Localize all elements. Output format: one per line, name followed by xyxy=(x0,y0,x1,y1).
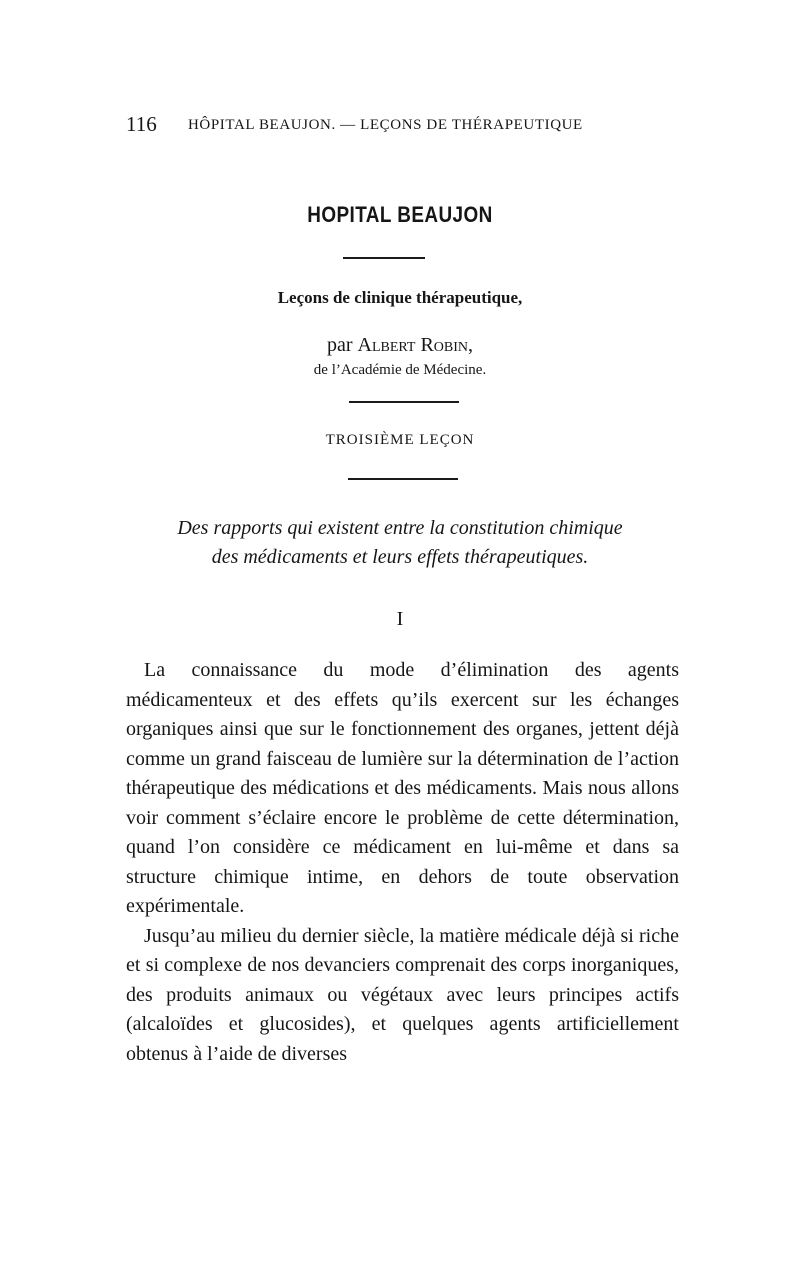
page-title: HOPITAL BEAUJON xyxy=(307,202,493,227)
author-line xyxy=(0,334,800,357)
author-prefix: par xyxy=(326,334,353,356)
running-title: HÔPITAL BEAUJON. — LEÇONS DE THÉRAPEUTIQUE xyxy=(188,117,583,133)
divider-rule xyxy=(343,257,425,259)
divider-rule xyxy=(348,478,458,480)
series-title: Leçons de clinique thérapeutique, xyxy=(277,288,523,307)
subtitle-line: des médicaments et leurs effets thérapeutiques. xyxy=(211,546,589,568)
page-number: 116 xyxy=(126,112,157,136)
divider-rule xyxy=(349,401,459,403)
section-number: I xyxy=(396,608,404,630)
running-head xyxy=(126,112,626,142)
paragraph: La connaissance du mode d’élimination des agents médicamenteux et des effets qu’ils exercent sur les échanges organiques ainsi que sur le fonctionnement des organes, jettent déjà comme un grand faisceau de lumière sur la détermination de l’action thérapeutique des médications et des médicaments. Mais nous allons voir comment s’éclaire encore le problème de cette détermination, quand l’on considère ce médicament en lui-même et dans sa structure chimique intime, en dehors de toute observation expérimentale. xyxy=(126,659,679,917)
author-affiliation: de l’Académie de Médecine. xyxy=(313,362,487,378)
paragraph: Jusqu’au milieu du dernier siècle, la matière médicale déjà si riche et si complexe de nos devanciers comprenait des corps inorganiques, des produits animaux ou végétaux avec leurs principes actifs (alcaloïdes et glucosides), et quelques agents artificiellement obtenus à l’aide de diverses xyxy=(126,924,679,1065)
body-text xyxy=(126,656,679,1069)
lesson-number: TROISIÈME LEÇON xyxy=(325,432,475,448)
author-name: Albert Robin, xyxy=(357,334,474,356)
lesson-subtitle xyxy=(0,514,800,572)
subtitle-line: Des rapports qui existent entre la constitution chimique xyxy=(177,517,623,539)
